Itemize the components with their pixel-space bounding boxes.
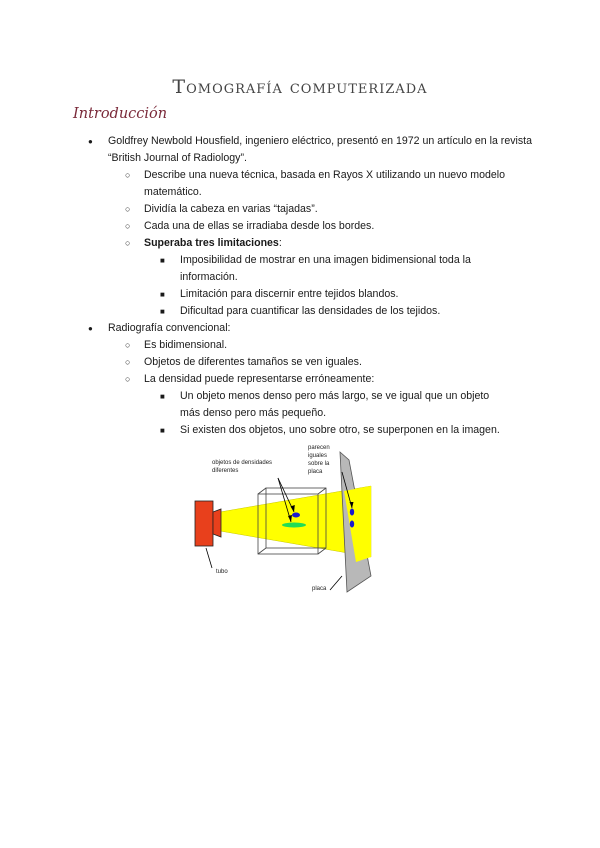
item-label: Superaba tres limitaciones [144,237,279,249]
list-item [108,371,544,439]
item-text: Limitación para discernir entre tejidos blandos. [180,288,399,300]
list-item [0,320,540,439]
item-text: La densidad puede representarse erróneamente: [144,373,375,385]
green-object [282,523,306,528]
item-text: Cada una de ellas se irradiaba desde los bordes. [144,220,375,232]
item-text: Describe una nueva técnica, basada en Rayos X utilizando un nuevo modelo matemático. [144,169,506,198]
plate-mark [350,521,354,528]
item-text: Radiografía convencional: [108,322,231,334]
page-title: Tomografía computerizada [172,76,428,98]
list-item [144,388,510,422]
plate-label: placa [312,586,327,592]
tube-body [195,501,213,546]
list-item [108,167,544,201]
item-text: Goldfrey Newbold Housfield, ingeniero eléctrico, presentó en 1972 un artículo en la revista “British Journal of Radiology”. [108,135,532,164]
item-text: Si existen dos objetos, uno sobre otro, se superponen en la imagen. [180,424,500,436]
list-item [144,286,510,303]
section-heading: Introducción [73,106,168,122]
xray-diagram [190,440,390,600]
blue-object [292,513,300,518]
plate-mark [350,509,354,516]
item-text: Dificultad para cuantificar las densidades de los tejidos. [180,305,441,317]
list-item [144,422,510,439]
list-item [108,235,544,320]
list-item [108,354,544,371]
item-text: Un objeto menos denso pero más largo, se ve igual que un objeto más denso pero más pequeño. [180,390,490,419]
item-text: Es bidimensional. [144,339,228,351]
list-item [108,337,544,354]
tube-label: tubo [216,569,228,575]
list-item [0,133,540,320]
item-text: Imposibilidad de mostrar en una imagen bidimensional toda la información. [180,254,471,283]
appear-label: parecen iguales sobre la placa [308,445,330,475]
list-item [144,252,510,286]
list-item [108,201,544,218]
list-item [144,303,510,320]
bullet-list [0,133,600,439]
tube-nozzle [213,509,221,537]
list-item [108,218,544,235]
item-text: Objetos de diferentes tamaños se ven iguales. [144,356,362,368]
item-suffix: : [278,237,282,249]
objects-label: objetos de densidades diferentes [212,460,273,474]
item-text: Dividía la cabeza en varias “tajadas”. [144,203,318,215]
